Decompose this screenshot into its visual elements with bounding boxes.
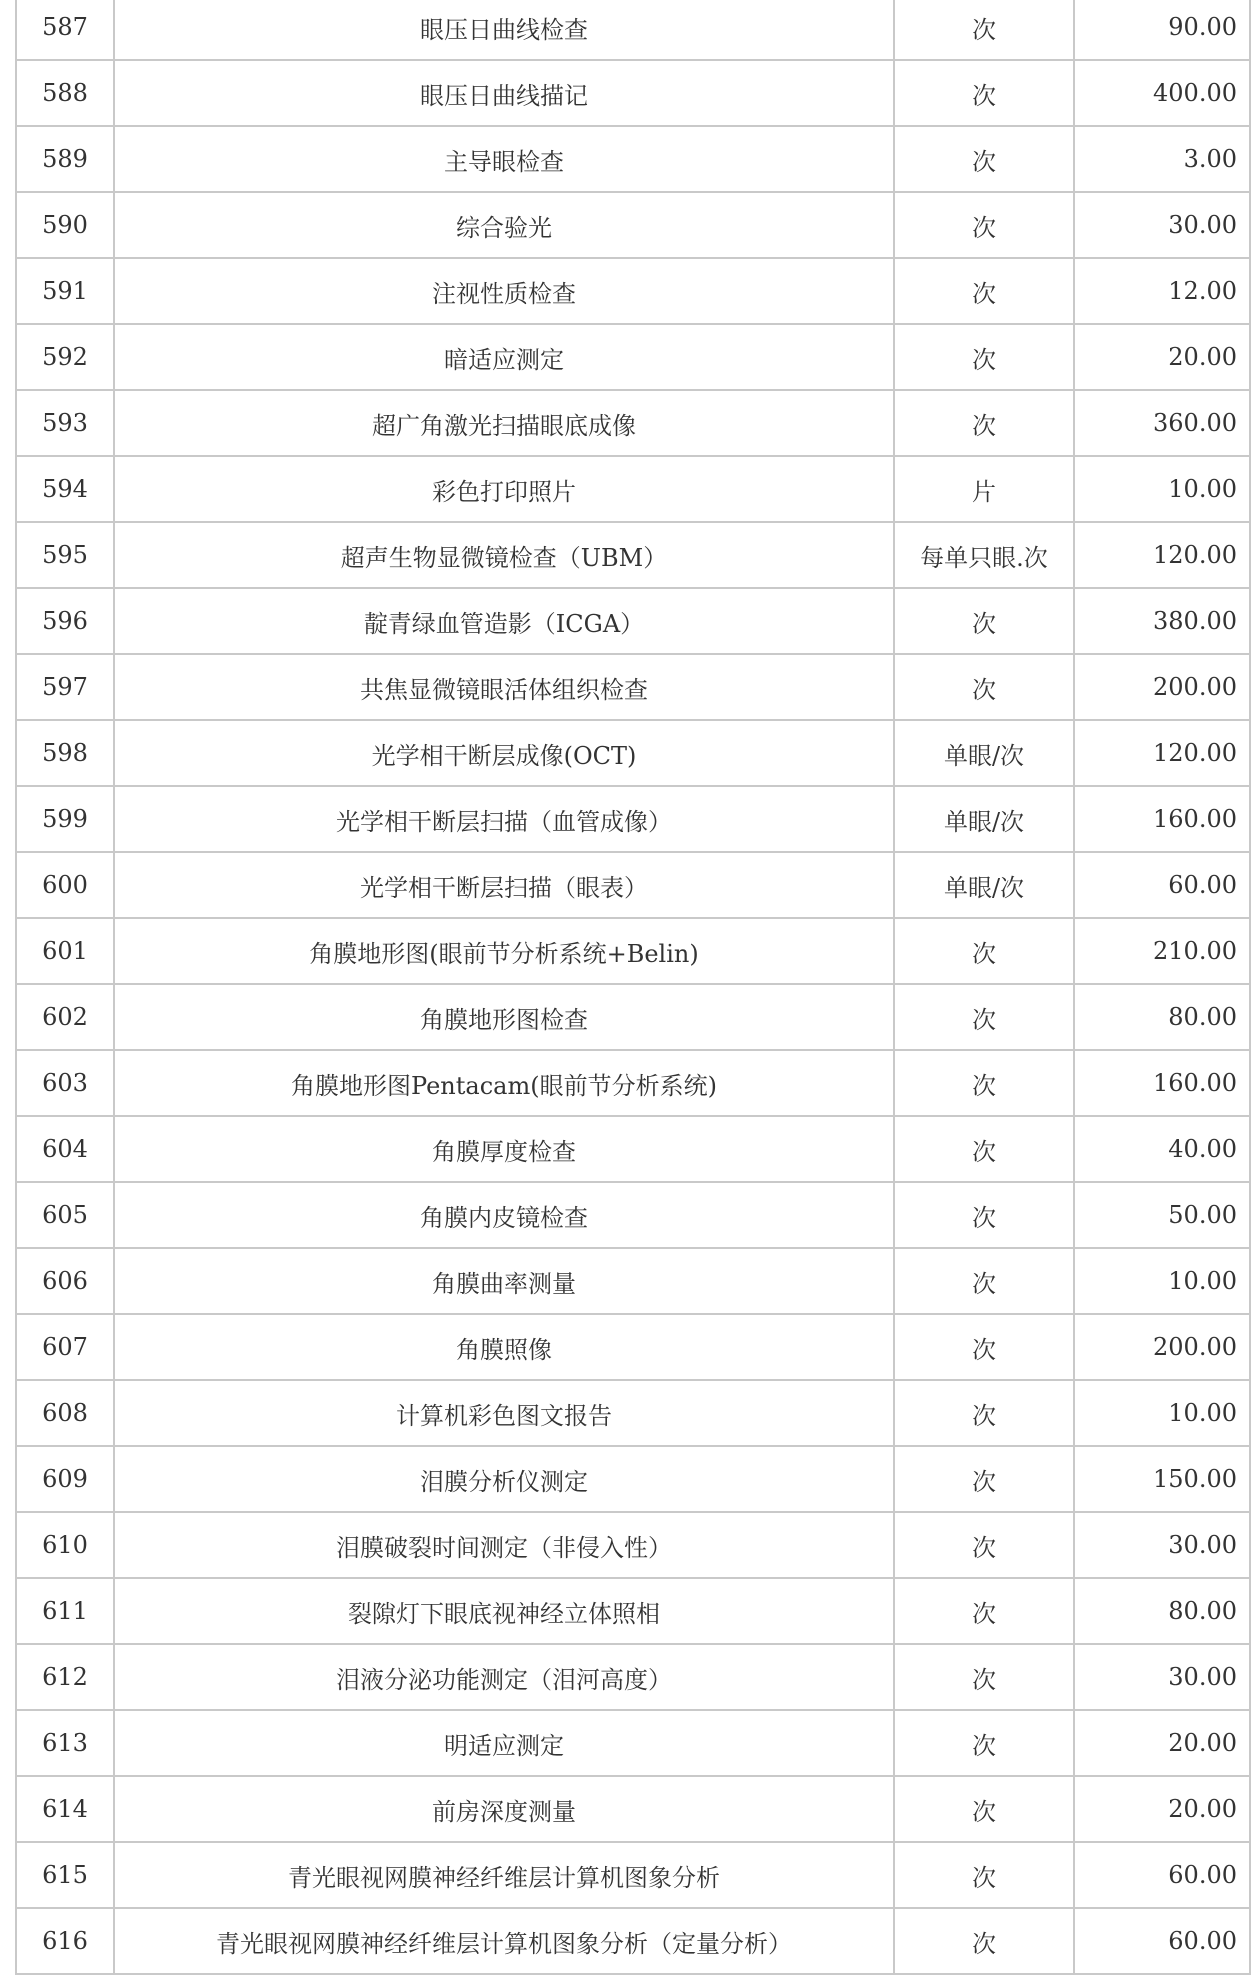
price-cell: 3.00 bbox=[1074, 126, 1250, 192]
unit-cell: 单眼/次 bbox=[894, 786, 1074, 852]
row-number-cell: 599 bbox=[16, 786, 114, 852]
unit-cell: 次 bbox=[894, 1512, 1074, 1578]
price-cell: 10.00 bbox=[1074, 1248, 1250, 1314]
row-number-cell: 600 bbox=[16, 852, 114, 918]
item-name-cell: 明适应测定 bbox=[114, 1710, 894, 1776]
item-name-cell: 光学相干断层扫描（眼表） bbox=[114, 852, 894, 918]
row-number-cell: 598 bbox=[16, 720, 114, 786]
row-number-cell: 613 bbox=[16, 1710, 114, 1776]
fee-schedule-table bbox=[15, 0, 1251, 1975]
price-cell: 40.00 bbox=[1074, 1116, 1250, 1182]
unit-cell: 次 bbox=[894, 918, 1074, 984]
price-cell: 380.00 bbox=[1074, 588, 1250, 654]
row-number-cell: 603 bbox=[16, 1050, 114, 1116]
price-cell: 20.00 bbox=[1074, 1776, 1250, 1842]
row-number-cell: 605 bbox=[16, 1182, 114, 1248]
table-row bbox=[16, 126, 1250, 192]
unit-cell: 次 bbox=[894, 126, 1074, 192]
table-row bbox=[16, 0, 1250, 60]
price-cell: 20.00 bbox=[1074, 1710, 1250, 1776]
price-cell: 30.00 bbox=[1074, 192, 1250, 258]
price-cell: 12.00 bbox=[1074, 258, 1250, 324]
unit-cell: 次 bbox=[894, 258, 1074, 324]
item-name-cell: 青光眼视网膜神经纤维层计算机图象分析 bbox=[114, 1842, 894, 1908]
unit-cell: 单眼/次 bbox=[894, 720, 1074, 786]
price-cell: 210.00 bbox=[1074, 918, 1250, 984]
table-row bbox=[16, 588, 1250, 654]
table-row bbox=[16, 1908, 1250, 1974]
table-row bbox=[16, 852, 1250, 918]
item-name-cell: 青光眼视网膜神经纤维层计算机图象分析（定量分析） bbox=[114, 1908, 894, 1974]
price-cell: 90.00 bbox=[1074, 0, 1250, 60]
item-name-cell: 暗适应测定 bbox=[114, 324, 894, 390]
unit-cell: 次 bbox=[894, 1578, 1074, 1644]
price-cell: 60.00 bbox=[1074, 1908, 1250, 1974]
row-number-cell: 604 bbox=[16, 1116, 114, 1182]
unit-cell: 次 bbox=[894, 1644, 1074, 1710]
unit-cell: 次 bbox=[894, 1314, 1074, 1380]
price-cell: 360.00 bbox=[1074, 390, 1250, 456]
row-number-cell: 596 bbox=[16, 588, 114, 654]
table-row bbox=[16, 390, 1250, 456]
row-number-cell: 588 bbox=[16, 60, 114, 126]
table-row bbox=[16, 1842, 1250, 1908]
item-name-cell: 光学相干断层成像(OCT) bbox=[114, 720, 894, 786]
table-row bbox=[16, 1776, 1250, 1842]
price-cell: 10.00 bbox=[1074, 1380, 1250, 1446]
row-number-cell: 587 bbox=[16, 0, 114, 60]
item-name-cell: 角膜照像 bbox=[114, 1314, 894, 1380]
unit-cell: 次 bbox=[894, 324, 1074, 390]
item-name-cell: 泪膜分析仪测定 bbox=[114, 1446, 894, 1512]
table-row bbox=[16, 522, 1250, 588]
item-name-cell: 泪膜破裂时间测定（非侵入性） bbox=[114, 1512, 894, 1578]
item-name-cell: 超声生物显微镜检查（UBM） bbox=[114, 522, 894, 588]
row-number-cell: 595 bbox=[16, 522, 114, 588]
item-name-cell: 靛青绿血管造影（ICGA） bbox=[114, 588, 894, 654]
row-number-cell: 602 bbox=[16, 984, 114, 1050]
item-name-cell: 主导眼检查 bbox=[114, 126, 894, 192]
item-name-cell: 角膜地形图检查 bbox=[114, 984, 894, 1050]
table-row bbox=[16, 1446, 1250, 1512]
row-number-cell: 592 bbox=[16, 324, 114, 390]
item-name-cell: 角膜内皮镜检查 bbox=[114, 1182, 894, 1248]
unit-cell: 次 bbox=[894, 1842, 1074, 1908]
table-row bbox=[16, 720, 1250, 786]
item-name-cell: 角膜地形图(眼前节分析系统+Belin) bbox=[114, 918, 894, 984]
row-number-cell: 614 bbox=[16, 1776, 114, 1842]
price-cell: 200.00 bbox=[1074, 654, 1250, 720]
fee-schedule-sheet bbox=[15, 0, 1243, 1975]
item-name-cell: 泪液分泌功能测定（泪河高度） bbox=[114, 1644, 894, 1710]
row-number-cell: 611 bbox=[16, 1578, 114, 1644]
unit-cell: 次 bbox=[894, 1380, 1074, 1446]
unit-cell: 次 bbox=[894, 1050, 1074, 1116]
price-cell: 60.00 bbox=[1074, 852, 1250, 918]
table-row bbox=[16, 1380, 1250, 1446]
table-row bbox=[16, 984, 1250, 1050]
row-number-cell: 610 bbox=[16, 1512, 114, 1578]
item-name-cell: 裂隙灯下眼底视神经立体照相 bbox=[114, 1578, 894, 1644]
item-name-cell: 角膜地形图Pentacam(眼前节分析系统) bbox=[114, 1050, 894, 1116]
row-number-cell: 609 bbox=[16, 1446, 114, 1512]
item-name-cell: 角膜厚度检查 bbox=[114, 1116, 894, 1182]
table-row bbox=[16, 918, 1250, 984]
table-row bbox=[16, 1710, 1250, 1776]
unit-cell: 次 bbox=[894, 1446, 1074, 1512]
table-row bbox=[16, 60, 1250, 126]
price-cell: 160.00 bbox=[1074, 1050, 1250, 1116]
unit-cell: 次 bbox=[894, 60, 1074, 126]
unit-cell: 次 bbox=[894, 984, 1074, 1050]
price-cell: 200.00 bbox=[1074, 1314, 1250, 1380]
unit-cell: 次 bbox=[894, 0, 1074, 60]
unit-cell: 次 bbox=[894, 1908, 1074, 1974]
table-row bbox=[16, 1182, 1250, 1248]
price-cell: 10.00 bbox=[1074, 456, 1250, 522]
item-name-cell: 计算机彩色图文报告 bbox=[114, 1380, 894, 1446]
table-row bbox=[16, 1512, 1250, 1578]
table-row bbox=[16, 1644, 1250, 1710]
price-cell: 30.00 bbox=[1074, 1512, 1250, 1578]
row-number-cell: 589 bbox=[16, 126, 114, 192]
unit-cell: 次 bbox=[894, 1182, 1074, 1248]
table-row bbox=[16, 1050, 1250, 1116]
unit-cell: 次 bbox=[894, 390, 1074, 456]
row-number-cell: 597 bbox=[16, 654, 114, 720]
row-number-cell: 616 bbox=[16, 1908, 114, 1974]
table-row bbox=[16, 1314, 1250, 1380]
unit-cell: 次 bbox=[894, 1116, 1074, 1182]
item-name-cell: 角膜曲率测量 bbox=[114, 1248, 894, 1314]
table-row bbox=[16, 192, 1250, 258]
price-cell: 120.00 bbox=[1074, 720, 1250, 786]
row-number-cell: 608 bbox=[16, 1380, 114, 1446]
table-row bbox=[16, 258, 1250, 324]
unit-cell: 次 bbox=[894, 654, 1074, 720]
price-cell: 50.00 bbox=[1074, 1182, 1250, 1248]
unit-cell: 次 bbox=[894, 1248, 1074, 1314]
price-cell: 20.00 bbox=[1074, 324, 1250, 390]
unit-cell: 片 bbox=[894, 456, 1074, 522]
table-row bbox=[16, 786, 1250, 852]
unit-cell: 单眼/次 bbox=[894, 852, 1074, 918]
item-name-cell: 眼压日曲线检查 bbox=[114, 0, 894, 60]
price-cell: 120.00 bbox=[1074, 522, 1250, 588]
item-name-cell: 彩色打印照片 bbox=[114, 456, 894, 522]
table-row bbox=[16, 654, 1250, 720]
unit-cell: 次 bbox=[894, 192, 1074, 258]
unit-cell: 次 bbox=[894, 1776, 1074, 1842]
item-name-cell: 综合验光 bbox=[114, 192, 894, 258]
row-number-cell: 591 bbox=[16, 258, 114, 324]
table-row bbox=[16, 1248, 1250, 1314]
item-name-cell: 眼压日曲线描记 bbox=[114, 60, 894, 126]
table-row bbox=[16, 1116, 1250, 1182]
price-cell: 60.00 bbox=[1074, 1842, 1250, 1908]
item-name-cell: 注视性质检查 bbox=[114, 258, 894, 324]
unit-cell: 次 bbox=[894, 588, 1074, 654]
price-cell: 80.00 bbox=[1074, 1578, 1250, 1644]
price-cell: 150.00 bbox=[1074, 1446, 1250, 1512]
row-number-cell: 606 bbox=[16, 1248, 114, 1314]
table-row bbox=[16, 456, 1250, 522]
fee-table-body bbox=[16, 0, 1250, 1974]
table-row bbox=[16, 1578, 1250, 1644]
item-name-cell: 前房深度测量 bbox=[114, 1776, 894, 1842]
row-number-cell: 594 bbox=[16, 456, 114, 522]
price-cell: 400.00 bbox=[1074, 60, 1250, 126]
row-number-cell: 612 bbox=[16, 1644, 114, 1710]
unit-cell: 每单只眼.次 bbox=[894, 522, 1074, 588]
row-number-cell: 593 bbox=[16, 390, 114, 456]
price-cell: 30.00 bbox=[1074, 1644, 1250, 1710]
row-number-cell: 590 bbox=[16, 192, 114, 258]
item-name-cell: 超广角激光扫描眼底成像 bbox=[114, 390, 894, 456]
unit-cell: 次 bbox=[894, 1710, 1074, 1776]
table-row bbox=[16, 324, 1250, 390]
price-cell: 160.00 bbox=[1074, 786, 1250, 852]
row-number-cell: 607 bbox=[16, 1314, 114, 1380]
price-cell: 80.00 bbox=[1074, 984, 1250, 1050]
row-number-cell: 601 bbox=[16, 918, 114, 984]
item-name-cell: 光学相干断层扫描（血管成像） bbox=[114, 786, 894, 852]
row-number-cell: 615 bbox=[16, 1842, 114, 1908]
item-name-cell: 共焦显微镜眼活体组织检查 bbox=[114, 654, 894, 720]
